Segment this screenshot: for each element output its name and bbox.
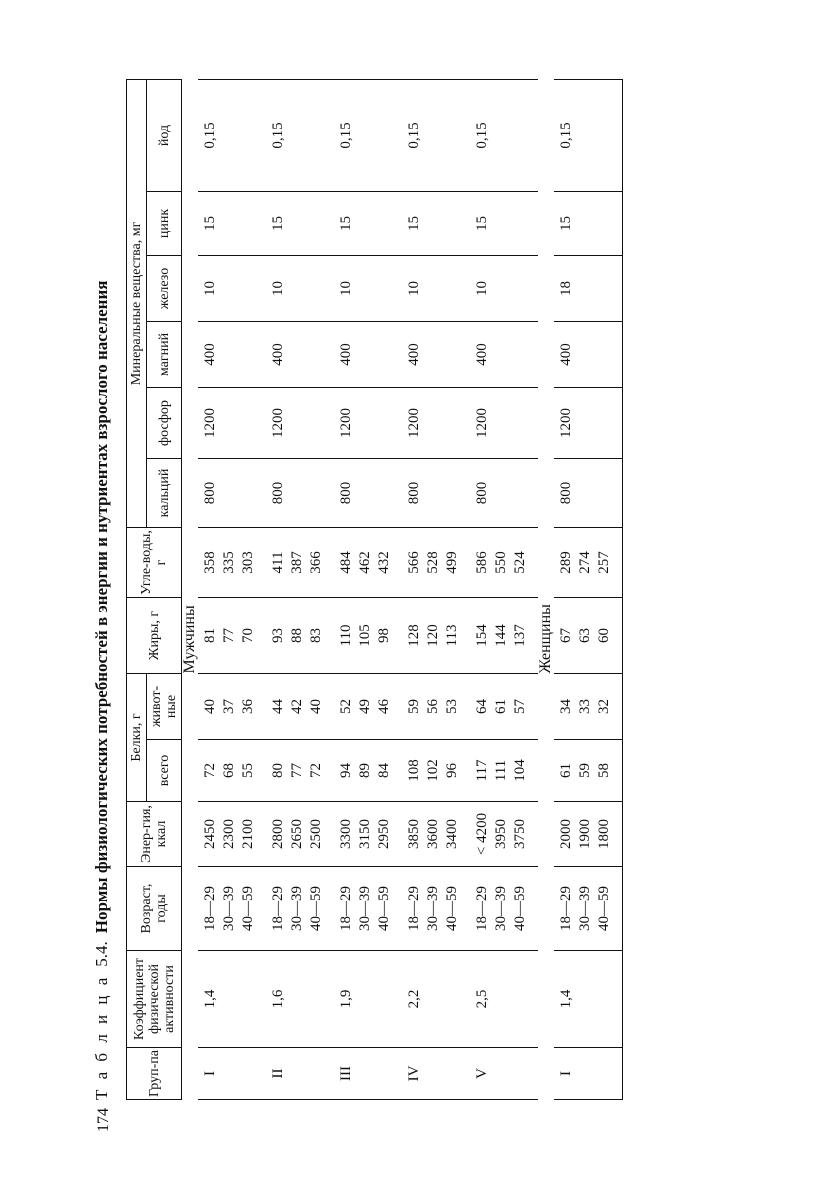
carbs-value: 289 [558, 551, 574, 574]
carbs-cell [266, 528, 334, 598]
calcium-cell: 800 [266, 459, 334, 528]
section-spacer [538, 79, 554, 191]
carbs-value: 566 [406, 551, 422, 574]
caption-number: 5.4. [92, 941, 111, 967]
table-head [127, 79, 182, 1099]
table-row [402, 79, 470, 1099]
energy-value: 2300 [221, 819, 237, 849]
section-spacer [538, 256, 554, 322]
age-value: 30—39 [493, 886, 509, 931]
protein-total-value: 80 [270, 763, 286, 778]
energy-value: 3750 [512, 819, 528, 849]
section-row [538, 79, 554, 1099]
section-spacer [538, 322, 554, 388]
section-spacer [182, 951, 199, 1048]
group-cell: III [334, 1048, 402, 1100]
age-value: 18—29 [406, 886, 422, 931]
protein-animal-value: 34 [558, 699, 574, 714]
energy-value: 2500 [308, 819, 324, 849]
age-cell [402, 867, 470, 951]
protein-animal-value: 40 [308, 699, 324, 714]
protein-animal-value: 53 [444, 699, 460, 714]
energy-value: 1800 [596, 819, 612, 849]
age-value: 30—39 [289, 886, 305, 931]
age-value: 40—59 [308, 886, 324, 931]
age-cell [334, 867, 402, 951]
magnesium-cell: 400 [402, 322, 470, 388]
section-spacer [538, 951, 554, 1048]
age-value: 18—29 [474, 886, 490, 931]
magnesium-cell: 400 [554, 322, 623, 388]
carbs-value: 387 [289, 551, 305, 574]
carbs-value: 274 [577, 551, 593, 574]
zinc-cell: 15 [554, 192, 623, 256]
energy-cell [198, 802, 266, 867]
carbs-value: 586 [474, 551, 490, 574]
iodine-cell: 0,15 [266, 79, 334, 191]
iron-cell: 10 [470, 256, 538, 322]
fat-cell [334, 598, 402, 674]
carbs-cell [334, 528, 402, 598]
energy-value: < 4200 [474, 812, 490, 856]
fat-value: 137 [512, 624, 528, 647]
protein-total-value: 68 [221, 763, 237, 778]
section-row [182, 79, 199, 1099]
fat-value: 67 [558, 628, 574, 643]
iron-cell: 10 [198, 256, 266, 322]
header-phosphorus: фосфор [147, 388, 182, 459]
carbs-cell [402, 528, 470, 598]
section-spacer [182, 79, 199, 191]
age-cell [554, 867, 623, 951]
fat-value: 81 [202, 628, 218, 643]
fat-cell [198, 598, 266, 674]
energy-value: 2650 [289, 819, 305, 849]
section-spacer [182, 674, 199, 740]
protein-total-cell [266, 740, 334, 802]
protein-total-value: 102 [425, 759, 441, 782]
carbs-value: 257 [596, 551, 612, 574]
protein-total-cell [554, 740, 623, 802]
protein-total-cell [334, 740, 402, 802]
carbs-value: 366 [308, 551, 324, 574]
header-energy: Энер-гия, ккал [127, 802, 182, 867]
zinc-cell: 15 [470, 192, 538, 256]
header-zinc: цинк [147, 192, 182, 256]
magnesium-cell: 400 [266, 322, 334, 388]
section-spacer [182, 256, 199, 322]
section-spacer [538, 867, 554, 951]
protein-animal-value: 49 [357, 699, 373, 714]
section-spacer [182, 1048, 199, 1100]
fat-value: 70 [240, 628, 256, 643]
fat-value: 120 [425, 624, 441, 647]
protein-animal-value: 36 [240, 699, 256, 714]
age-value: 30—39 [577, 886, 593, 931]
carbs-value: 484 [338, 551, 354, 574]
section-spacer [182, 802, 199, 867]
fat-value: 110 [338, 624, 354, 647]
carbs-value: 499 [444, 551, 460, 574]
protein-total-value: 117 [474, 759, 490, 782]
header-proteins-animal: живот-ные [147, 674, 182, 740]
iron-cell: 18 [554, 256, 623, 322]
fat-value: 93 [270, 628, 286, 643]
section-spacer [538, 674, 554, 740]
header-iron: железо [147, 256, 182, 322]
energy-value: 2800 [270, 819, 286, 849]
section-spacer [182, 322, 199, 388]
protein-total-value: 89 [357, 763, 373, 778]
iron-cell: 10 [402, 256, 470, 322]
group-cell: IV [402, 1048, 470, 1100]
section-label: Женщины [537, 604, 554, 674]
section-spacer [538, 528, 554, 598]
age-value: 40—59 [240, 886, 256, 931]
protein-total-value: 59 [577, 763, 593, 778]
age-value: 18—29 [202, 886, 218, 931]
energy-value: 3150 [357, 819, 373, 849]
table-row [470, 79, 538, 1099]
age-value: 40—59 [444, 886, 460, 931]
rotated-table-block [92, 80, 722, 1100]
table-caption [92, 80, 124, 1100]
section-spacer [538, 192, 554, 256]
coefficient-cell: 1,9 [334, 951, 402, 1048]
energy-cell [554, 802, 623, 867]
carbs-value: 358 [202, 551, 218, 574]
header-magnesium: магний [147, 322, 182, 388]
carbs-value: 528 [425, 551, 441, 574]
carbs-value: 524 [512, 551, 528, 574]
energy-value: 3850 [406, 819, 422, 849]
fat-value: 144 [493, 624, 509, 647]
energy-value: 2100 [240, 819, 256, 849]
protein-total-value: 61 [558, 763, 574, 778]
carbs-value: 462 [357, 551, 373, 574]
group-cell: II [266, 1048, 334, 1100]
section-spacer [182, 528, 199, 598]
energy-value: 1900 [577, 819, 593, 849]
section-spacer [538, 740, 554, 802]
header-age: Возраст, годы [127, 867, 182, 951]
coefficient-cell: 2,2 [402, 951, 470, 1048]
calcium-cell: 800 [554, 459, 623, 528]
protein-animal-cell [198, 674, 266, 740]
group-cell: V [470, 1048, 538, 1100]
protein-total-value: 94 [338, 763, 354, 778]
header-iodine: йод [147, 79, 182, 191]
iron-cell: 10 [266, 256, 334, 322]
magnesium-cell: 400 [470, 322, 538, 388]
section-spacer [182, 459, 199, 528]
protein-total-value: 58 [596, 763, 612, 778]
header-proteins: Белки, г [127, 674, 147, 802]
energy-cell [266, 802, 334, 867]
section-label: Мужчины [181, 605, 198, 674]
group-cell: I [554, 1048, 623, 1100]
nutrient-norms-table [126, 79, 623, 1100]
fat-value: 63 [577, 628, 593, 643]
energy-value: 2450 [202, 819, 218, 849]
coefficient-cell: 2,5 [470, 951, 538, 1048]
protein-animal-value: 59 [406, 699, 422, 714]
magnesium-cell: 400 [334, 322, 402, 388]
zinc-cell: 15 [198, 192, 266, 256]
protein-total-cell [402, 740, 470, 802]
protein-animal-value: 57 [512, 699, 528, 714]
table-row [198, 79, 266, 1099]
energy-value: 3400 [444, 819, 460, 849]
carbs-cell [554, 528, 623, 598]
protein-animal-value: 64 [474, 699, 490, 714]
iodine-cell: 0,15 [402, 79, 470, 191]
protein-animal-cell [470, 674, 538, 740]
protein-animal-value: 40 [202, 699, 218, 714]
protein-total-value: 55 [240, 763, 256, 778]
header-minerals: Минеральные вещества, мг [127, 79, 147, 527]
iodine-cell: 0,15 [334, 79, 402, 191]
zinc-cell: 15 [334, 192, 402, 256]
fat-value: 77 [221, 628, 237, 643]
iodine-cell: 0,15 [198, 79, 266, 191]
energy-value: 3600 [425, 819, 441, 849]
fat-cell [554, 598, 623, 674]
caption-text: Нормы физиологических потребностей в энергии и нутриентах взрослого населения [92, 280, 111, 934]
header-calcium: кальций [147, 459, 182, 528]
fat-value: 98 [376, 628, 392, 643]
carbs-value: 550 [493, 551, 509, 574]
section-spacer [182, 388, 199, 459]
protein-total-cell [470, 740, 538, 802]
table-row [334, 79, 402, 1099]
carbs-cell [470, 528, 538, 598]
fat-value: 83 [308, 628, 324, 643]
iron-cell: 10 [334, 256, 402, 322]
protein-animal-value: 37 [221, 699, 237, 714]
section-spacer [538, 1048, 554, 1100]
protein-total-value: 111 [493, 759, 509, 782]
section-spacer [538, 388, 554, 459]
phosphorus-cell: 1200 [402, 388, 470, 459]
header-proteins-total: всего [147, 740, 182, 802]
fat-value: 113 [444, 624, 460, 647]
age-cell [266, 867, 334, 951]
section-spacer [182, 867, 199, 951]
table-row [266, 79, 334, 1099]
age-cell [198, 867, 266, 951]
page-number-text: 174 [95, 1108, 112, 1132]
zinc-cell: 15 [402, 192, 470, 256]
protein-total-value: 84 [376, 763, 392, 778]
protein-animal-cell [334, 674, 402, 740]
fat-value: 128 [406, 624, 422, 647]
carbs-value: 335 [221, 551, 237, 574]
coefficient-cell: 1,6 [266, 951, 334, 1048]
phosphorus-cell: 1200 [334, 388, 402, 459]
section-spacer [182, 192, 199, 256]
fat-value: 105 [357, 624, 373, 647]
protein-total-value: 72 [202, 763, 218, 778]
protein-total-value: 96 [444, 763, 460, 778]
protein-animal-value: 33 [577, 699, 593, 714]
energy-value: 2950 [376, 819, 392, 849]
header-carbs: Угле-воды, г [127, 528, 182, 598]
calcium-cell: 800 [198, 459, 266, 528]
carbs-cell [198, 528, 266, 598]
energy-cell [470, 802, 538, 867]
fat-value: 60 [596, 628, 612, 643]
energy-value: 3950 [493, 819, 509, 849]
header-group: Груп-па [127, 1048, 182, 1100]
fat-cell [470, 598, 538, 674]
caption-label: Т а б л и ц а [92, 974, 111, 1100]
energy-cell [334, 802, 402, 867]
protein-total-cell [198, 740, 266, 802]
coefficient-cell: 1,4 [198, 951, 266, 1048]
zinc-cell: 15 [266, 192, 334, 256]
age-value: 30—39 [425, 886, 441, 931]
header-coefficient: Коэффициент физической активности [127, 951, 182, 1048]
fat-cell [266, 598, 334, 674]
iodine-cell: 0,15 [470, 79, 538, 191]
protein-animal-value: 42 [289, 699, 305, 714]
phosphorus-cell: 1200 [266, 388, 334, 459]
age-value: 18—29 [338, 886, 354, 931]
protein-animal-cell [266, 674, 334, 740]
energy-cell [402, 802, 470, 867]
protein-total-value: 72 [308, 763, 324, 778]
fat-value: 154 [474, 624, 490, 647]
age-value: 18—29 [558, 886, 574, 931]
protein-animal-value: 44 [270, 699, 286, 714]
protein-animal-value: 61 [493, 699, 509, 714]
section-spacer [538, 802, 554, 867]
calcium-cell: 800 [334, 459, 402, 528]
age-cell [470, 867, 538, 951]
protein-animal-value: 52 [338, 699, 354, 714]
protein-animal-cell [402, 674, 470, 740]
age-value: 40—59 [512, 886, 528, 931]
table-row [554, 79, 623, 1099]
energy-value: 3300 [338, 819, 354, 849]
calcium-cell: 800 [402, 459, 470, 528]
phosphorus-cell: 1200 [554, 388, 623, 459]
age-value: 30—39 [221, 886, 237, 931]
age-value: 30—39 [357, 886, 373, 931]
coefficient-cell: 1,4 [554, 951, 623, 1048]
protein-animal-value: 32 [596, 699, 612, 714]
phosphorus-cell: 1200 [470, 388, 538, 459]
fat-value: 88 [289, 628, 305, 643]
magnesium-cell: 400 [198, 322, 266, 388]
protein-total-value: 108 [406, 759, 422, 782]
group-cell: I [198, 1048, 266, 1100]
protein-animal-cell [554, 674, 623, 740]
iodine-cell: 0,15 [554, 79, 623, 191]
phosphorus-cell: 1200 [198, 388, 266, 459]
protein-animal-value: 46 [376, 699, 392, 714]
section-spacer [182, 740, 199, 802]
carbs-value: 303 [240, 551, 256, 574]
age-value: 40—59 [376, 886, 392, 931]
table-body [182, 79, 623, 1099]
section-spacer [538, 459, 554, 528]
protein-animal-value: 56 [425, 699, 441, 714]
protein-total-value: 104 [512, 759, 528, 782]
carbs-value: 432 [376, 551, 392, 574]
age-value: 40—59 [596, 886, 612, 931]
age-value: 18—29 [270, 886, 286, 931]
protein-total-value: 77 [289, 763, 305, 778]
header-fats: Жиры, г [127, 598, 182, 674]
energy-value: 2000 [558, 819, 574, 849]
calcium-cell: 800 [470, 459, 538, 528]
fat-cell [402, 598, 470, 674]
carbs-value: 411 [270, 551, 286, 574]
